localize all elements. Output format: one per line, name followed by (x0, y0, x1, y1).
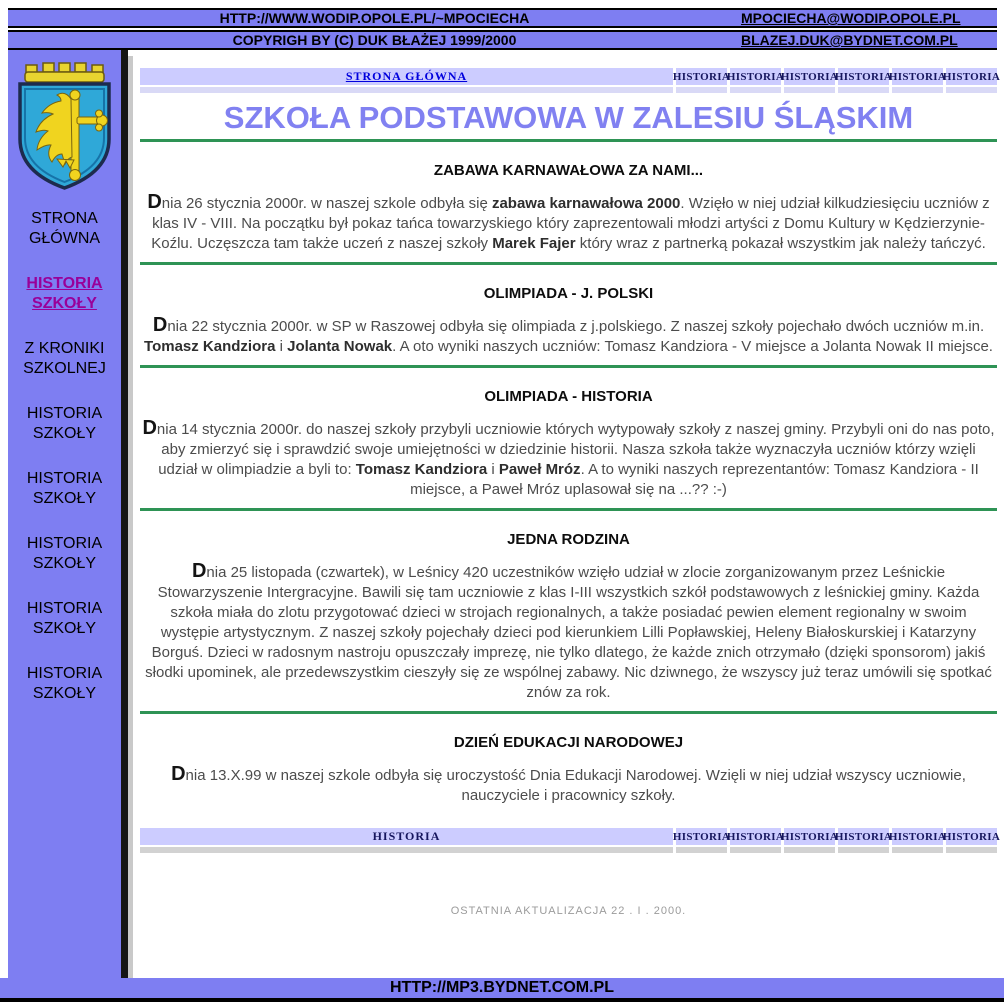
text-segment: nia 13.X.99 w naszej szkole odbyła się uroczystość Dnia Edukacji Narodowej. Wzięli w niej udział wszyscy uczniowie, nauczyciele i pracownicy szkoły. (185, 767, 966, 804)
bottom-navbar (140, 828, 1001, 845)
section-paragraph-2 (140, 418, 997, 500)
bottom-navbar-cell-1[interactable]: HISTORIA (730, 828, 781, 845)
text-segment: który wraz z partnerką pokazał wszystkim jak należy tańczyć. (575, 235, 986, 252)
sidebar (8, 50, 121, 978)
strip (946, 87, 997, 93)
bold-text: Jolanta Nowak (287, 338, 393, 355)
bottom-navbar-cell-0[interactable]: HISTORIA (676, 828, 727, 845)
dropcap: D (152, 314, 168, 336)
header-row-2 (8, 30, 997, 50)
strip (784, 847, 835, 853)
bottom-navbar-cell-5[interactable]: HISTORIA (946, 828, 997, 845)
text-segment: nia 26 stycznia 2000r. w naszej szkole odbyła się (161, 195, 492, 212)
title-divider (140, 139, 997, 142)
sidebar-border (121, 50, 128, 978)
strip (730, 847, 781, 853)
top-navbar-cell-3[interactable]: HISTORIA (838, 68, 889, 85)
bold-text: Tomasz Kandziora (355, 461, 488, 478)
section-heading-4: DZIEŃ EDUKACJI NARODOWEJ (453, 734, 684, 751)
dropcap: D (147, 191, 162, 213)
sidebar-item-7[interactable]: HISTORIA SZKOŁY (26, 665, 103, 702)
text-segment: nia 14 stycznia 2000r. do naszej szkoły przybyli uczniowie których wytypowały szkoły z naszej gminy. Przybyli oni do nas poto, aby zmierzyć się i sprawdzić swoje umiejętności w dziedzinie historii. Nasza szkoła także wyznaczyła uczniów którzy wzięli udział w olimpiadzie a byli to: (156, 421, 995, 478)
sidebar-shadow (128, 56, 133, 978)
bottom-navbar-cell-3[interactable]: HISTORIA (838, 828, 889, 845)
dropcap: D (142, 417, 157, 439)
section-heading-1: OLIMPIADA - J. POLSKI (483, 285, 654, 302)
section-divider (140, 711, 997, 714)
strip (946, 847, 997, 853)
top-navbar-cell-4[interactable]: HISTORIA (892, 68, 943, 85)
sidebar-item-1[interactable]: HISTORIA SZKOŁY (26, 275, 103, 312)
bottom-nav-history-link[interactable]: HISTORIA (372, 829, 441, 843)
text-segment: nia 25 listopada (czwartek), w Leśnicy 420 uczestników wzięło udział w zlocie zorganizowanym przez Leśnickie Stowarzyszenie Intergracyjne. Bawili się tam uczniowie z klas I-III wszystkich szkół podstawowych z leśnickiej gminy. Każda szkoła miała do zlotu przygotować dzieci w strojach regionalnych, a także posiadać pewien element regionalny w swoim występie artystycznym. Z naszej szkoły pojechały dzieci pod kierunkiem Lilli Popławskiej, Heleny Białoskurskiej i Katarzyny Borguś. Dzieci w radosnym nastroju opuszczały imprezę, nie tylko dlatego, że każde znich otrzymało (dzięki sponsorom) jakiś słodki upominek, ale przedewszystkim cieszyły się ze wspólnej zabawy. Nic dziwnego, że wszyscy już teraz umówili się spotkać znów za rok. (145, 564, 992, 701)
strip (140, 847, 673, 853)
bold-text: Paweł Mróz (498, 461, 581, 478)
copyright-text: COPYRIGH BY (C) DUK BŁAŻEJ 1999/2000 (232, 32, 517, 48)
text-segment: nia 22 stycznia 2000r. w SP w Raszowej odbyła się olimpiada z j.polskiego. Z naszej szkoły pojechało dwóch uczniów m.in. (167, 318, 985, 335)
email-link-blazej[interactable]: BLAZEJ.DUK@BYDNET.COM.PL (741, 32, 958, 48)
section-divider (140, 508, 997, 511)
strip (838, 87, 889, 93)
text-segment: . A oto wyniki naszych uczniów: Tomasz Kandziora - V miejsce a Jolanta Nowak II miejsce. (392, 338, 993, 355)
top-nav-home-link[interactable]: STRONA GŁÓWNA (345, 69, 468, 83)
page-header (8, 8, 997, 52)
strip (892, 87, 943, 93)
sidebar-item-6[interactable]: HISTORIA SZKOŁY (26, 600, 103, 637)
sidebar-item-0[interactable]: STRONA GŁÓWNA (28, 210, 101, 247)
bottom-banner-link[interactable]: HTTP://MP3.BYDNET.COM.PL (0, 978, 1004, 1002)
email-link-mpociecha[interactable]: MPOCIECHA@WODIP.OPOLE.PL (741, 10, 961, 26)
main-content (140, 68, 1001, 917)
last-update-text: OSTATNIA AKTUALIZACJA 22 . I . 2000. (450, 905, 687, 917)
section-divider (140, 262, 997, 265)
strip (784, 87, 835, 93)
strip (730, 87, 781, 93)
top-navbar-cell-0[interactable]: HISTORIA (676, 68, 727, 85)
top-navbar-cell-5[interactable]: HISTORIA (946, 68, 997, 85)
sections (140, 162, 997, 806)
dropcap: D (171, 763, 186, 785)
section-heading-3: JEDNA RODZINA (507, 531, 630, 548)
strip (140, 87, 673, 93)
strip (676, 847, 727, 853)
section-heading-0: ZABAWA KARNAWAŁOWA ZA NAMI... (433, 162, 704, 179)
bold-text: Marek Fajer (492, 235, 576, 252)
text-segment: . A to wyniki naszych reprezentantów: Tomasz Kandziora - II miejsce, a Paweł Mróz uplasował się na ...?? :-) (410, 461, 979, 498)
text-segment: i (487, 461, 499, 478)
strip (838, 847, 889, 853)
sidebar-item-4[interactable]: HISTORIA SZKOŁY (26, 470, 103, 507)
text-segment: . Wzięło w niej udział kilkudziesięciu uczniów z klas IV - VIII. Na początku był pokaz tańca towarzyskiego który zaprezentowali młodzi artyści z Domu Kultury w Kędzierzynie-Koźlu. Uczęszcza tam także uczeń z naszej szkoły (151, 195, 990, 252)
bottom-navbar-cell-4[interactable]: HISTORIA (892, 828, 943, 845)
section-paragraph-0 (140, 192, 997, 254)
sidebar-item-3[interactable]: HISTORIA SZKOŁY (26, 405, 103, 442)
bottom-navbar-cell-2[interactable]: HISTORIA (784, 828, 835, 845)
section-paragraph-4 (140, 764, 997, 806)
section-heading-2: OLIMPIADA - HISTORIA (484, 388, 653, 405)
top-navbar-cell-2[interactable]: HISTORIA (784, 68, 835, 85)
site-url: HTTP://WWW.WODIP.OPOLE.PL/~MPOCIECHA (219, 10, 530, 26)
strip (676, 87, 727, 93)
bold-text: Tomasz Kandziora (144, 338, 276, 355)
sidebar-item-2[interactable]: Z KRONIKI SZKOLNEJ (23, 340, 106, 377)
school-crest-icon (13, 55, 117, 195)
page-title: SZKOŁA PODSTAWOWA W ZALESIU ŚLĄSKIM (223, 100, 914, 135)
top-navbar (140, 68, 1001, 85)
section-divider (140, 365, 997, 368)
section-paragraph-1 (140, 315, 997, 357)
top-navbar-cell-1[interactable]: HISTORIA (730, 68, 781, 85)
bottom-navbar-strips (140, 847, 997, 853)
bottom-navbar-main (140, 828, 673, 845)
strip (892, 847, 943, 853)
dropcap: D (191, 560, 207, 582)
text-segment: i (275, 338, 288, 355)
sidebar-nav (8, 209, 121, 704)
header-row-1 (8, 8, 997, 28)
top-navbar-strips (140, 87, 997, 93)
section-paragraph-3 (140, 561, 997, 703)
top-navbar-main (140, 68, 673, 85)
bold-text: zabawa karnawałowa 2000 (491, 195, 681, 212)
sidebar-item-5[interactable]: HISTORIA SZKOŁY (26, 535, 103, 572)
